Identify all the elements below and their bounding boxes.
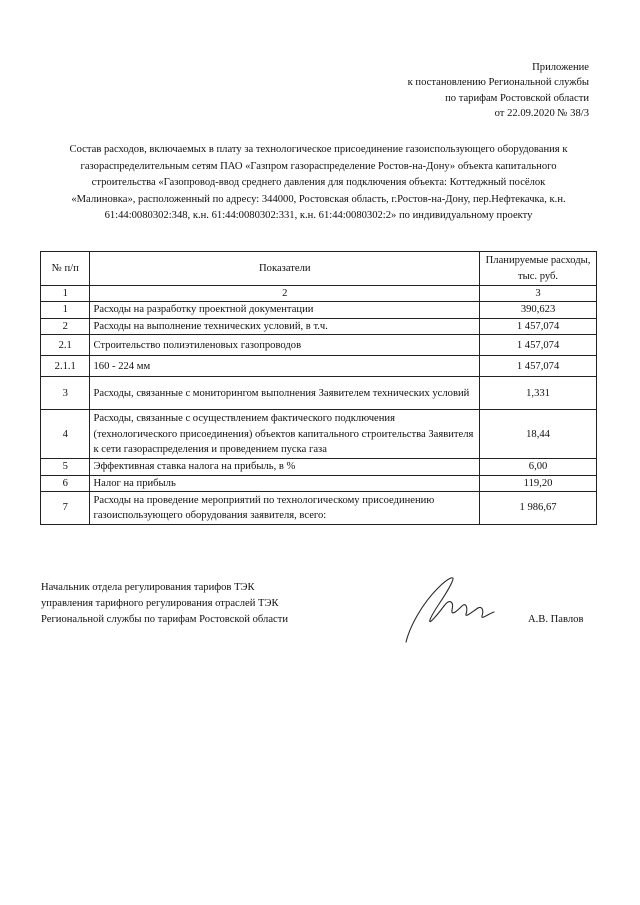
row-num: 4 bbox=[41, 410, 90, 459]
row-indicator: Эффективная ставка налога на прибыль, в % bbox=[90, 459, 480, 475]
row-value: 1,331 bbox=[480, 377, 597, 410]
row-value: 6,00 bbox=[480, 459, 597, 475]
appendix-line: по тарифам Ростовской области bbox=[445, 92, 589, 104]
appendix-line: от 22.09.2020 № 38/3 bbox=[494, 107, 589, 119]
row-value: 1 457,074 bbox=[480, 318, 597, 334]
table-row bbox=[41, 410, 597, 459]
table-row bbox=[41, 492, 597, 525]
row-value: 18,44 bbox=[480, 410, 597, 459]
row-indicator: Строительство полиэтиленовых газопроводов bbox=[90, 335, 480, 356]
column-number: 1 bbox=[41, 286, 90, 302]
signer-title-line: Региональной службы по тарифам Ростовской области bbox=[41, 614, 289, 625]
column-number: 2 bbox=[90, 286, 480, 302]
row-indicator: 160 - 224 мм bbox=[90, 356, 480, 377]
row-value: 1 986,67 bbox=[480, 492, 597, 525]
appendix-line: к постановлению Региональной службы bbox=[407, 77, 589, 89]
row-value: 119,20 bbox=[480, 475, 597, 491]
row-value: 1 457,074 bbox=[480, 356, 597, 377]
signer-title-line: Начальник отдела регулирования тарифов ТЭК bbox=[41, 582, 255, 593]
table-row bbox=[41, 377, 597, 410]
table-row bbox=[41, 356, 597, 377]
signer-name: А.В. Павлов bbox=[528, 614, 584, 625]
row-indicator: Расходы, связанные с мониторингом выполнения Заявителем технических условий bbox=[90, 377, 480, 410]
signer-position bbox=[41, 580, 341, 628]
table-row bbox=[41, 475, 597, 491]
appendix-block bbox=[289, 60, 589, 121]
document-title bbox=[40, 142, 597, 225]
row-num: 7 bbox=[41, 492, 90, 525]
row-num: 3 bbox=[41, 377, 90, 410]
header-num: № п/п bbox=[41, 252, 90, 286]
table-row bbox=[41, 318, 597, 334]
row-num: 5 bbox=[41, 459, 90, 475]
row-indicator: Расходы на проведение мероприятий по технологическому присоединению газоиспользующего оборудования заявителя, всего: bbox=[90, 492, 480, 525]
row-num: 2.1.1 bbox=[41, 356, 90, 377]
header-value: Планируемые расходы, тыс. руб. bbox=[480, 252, 597, 286]
handwritten-signature bbox=[402, 568, 512, 648]
table-row bbox=[41, 302, 597, 318]
row-value: 1 457,074 bbox=[480, 335, 597, 356]
title-line: газораспределительным сетям ПАО «Газпром газораспределение Ростов-на-Дону» объекта капитального bbox=[80, 160, 557, 172]
row-indicator: Расходы на разработку проектной документации bbox=[90, 302, 480, 318]
row-num: 1 bbox=[41, 302, 90, 318]
row-indicator: Налог на прибыль bbox=[90, 475, 480, 491]
header-indicator: Показатели bbox=[90, 252, 480, 286]
row-indicator: Расходы, связанные с осуществлением фактического подключения (технологического присоединения) объектов капитального строительства Заявителя к сети газораспределения и проведением пуска газа bbox=[90, 410, 480, 459]
row-value: 390,623 bbox=[480, 302, 597, 318]
table-row bbox=[41, 335, 597, 356]
costs-table bbox=[40, 251, 597, 525]
table-row bbox=[41, 459, 597, 475]
appendix-line: Приложение bbox=[532, 62, 589, 73]
title-line: «Малиновка», расположенный по адресу: 344000, Ростовская область, г.Ростов-на-Дону, пер.Нефтекачка, к.н. bbox=[71, 193, 566, 205]
column-number: 3 bbox=[480, 286, 597, 302]
signer-title-line: управления тарифного регулирования отраслей ТЭК bbox=[41, 598, 279, 609]
row-num: 2 bbox=[41, 318, 90, 334]
row-num: 6 bbox=[41, 475, 90, 491]
table-header-row bbox=[41, 252, 597, 286]
row-indicator: Расходы на выполнение технических условий, в т.ч. bbox=[90, 318, 480, 334]
column-numbers-row bbox=[41, 286, 597, 302]
row-num: 2.1 bbox=[41, 335, 90, 356]
title-line: строительства «Газопровод-ввод среднего давления для подключения объекта: Коттеджный посёлок bbox=[91, 177, 546, 189]
title-line: 61:44:0080302:348, к.н. 61:44:0080302:331, к.н. 61:44:0080302:2» по индивидуальному проекту bbox=[104, 210, 533, 222]
title-line: Состав расходов, включаемых в плату за технологическое присоединение газоиспользующего оборудования к bbox=[69, 144, 568, 155]
